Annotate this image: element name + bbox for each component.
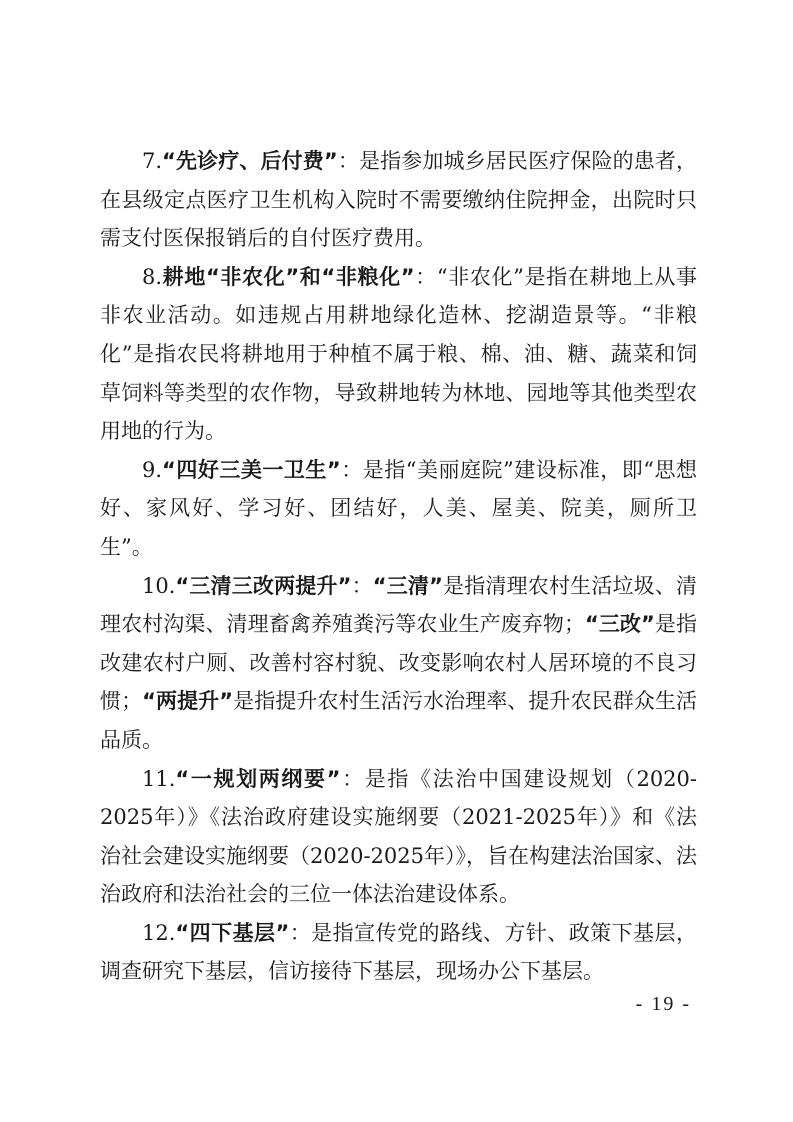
sub-term-san-gai: “三改” <box>584 612 655 637</box>
paragraph-number: 12. <box>142 920 176 945</box>
paragraph-10 <box>100 567 697 760</box>
term-title: “四下基层” <box>175 920 290 945</box>
paragraph-number: 7. <box>142 149 163 173</box>
term-title: “三清三改两提升” <box>175 573 352 598</box>
term-definition-part: ： <box>351 573 373 598</box>
paragraph-7 <box>100 142 697 258</box>
paragraph-number: 11. <box>142 766 176 791</box>
page-number: - 19 - <box>635 993 691 1015</box>
sub-term-liang-tisheng: “两提升” <box>142 689 234 714</box>
paragraph-11 <box>100 760 697 914</box>
paragraph-number: 10. <box>142 573 176 598</box>
term-title: “先诊疗、后付费” <box>162 149 338 173</box>
document-body <box>100 142 697 991</box>
paragraph-8 <box>100 258 697 451</box>
term-definition: ：“非农化”是指在耕地上从事非农业活动。如违规占用耕地绿化造林、挖湖造景等。“非粮化”是指农民将耕地用于种植不属于粮、棉、油、糖、蔬菜和饲草饲料等类型的农作物，导致耕地转为林地、园地等其他类型农用地的行为。 <box>100 264 697 444</box>
term-definition-part: 是指清理农村生活垃圾、清理农村沟渠、清理畜禽养殖粪污等农业生产废弃物； <box>100 573 698 637</box>
paragraph-number: 8. <box>142 264 163 289</box>
term-definition: ：是指宣传党的路线、方针、政策下基层，调查研究下基层，信访接待下基层，现场办公下基层。 <box>100 920 698 984</box>
term-definition: ：是指参加城乡居民医疗保险的患者，在县级定点医疗卫生机构入院时不需要缴纳住院押金，出院时只需支付医保报销后的自付医疗费用。 <box>100 149 698 251</box>
term-definition: ：是指《法治中国建设规划（2020-2025年）》《法治政府建设实施纲要（2021-2025年）》和《法治社会建设实施纲要（2020-2025年）》，旨在构建法治国家、法治政府和法治社会的三位一体法治建设体系。 <box>100 766 697 907</box>
term-title: 耕地“非农化”和“非粮化” <box>162 264 415 289</box>
paragraph-12 <box>100 914 697 991</box>
term-definition-part: 是指改建农村户厕、改善村容村貌、改变影响农村人居环境的不良习惯； <box>100 612 698 714</box>
term-definition: ：是指“美丽庭院”建设标准，即“思想好、家风好、学习好、团结好，人美、屋美、院美，厕所卫生”。 <box>100 457 697 559</box>
paragraph-number: 9. <box>142 457 163 482</box>
sub-term-san-qing: “三清” <box>372 573 443 598</box>
term-title: “四好三美一卫生” <box>162 457 341 482</box>
term-definition-part: 是指提升农村生活污水治理率、提升农民群众生活品质。 <box>100 689 698 752</box>
term-title: “一规划两纲要” <box>175 766 341 791</box>
paragraph-9 <box>100 451 697 567</box>
